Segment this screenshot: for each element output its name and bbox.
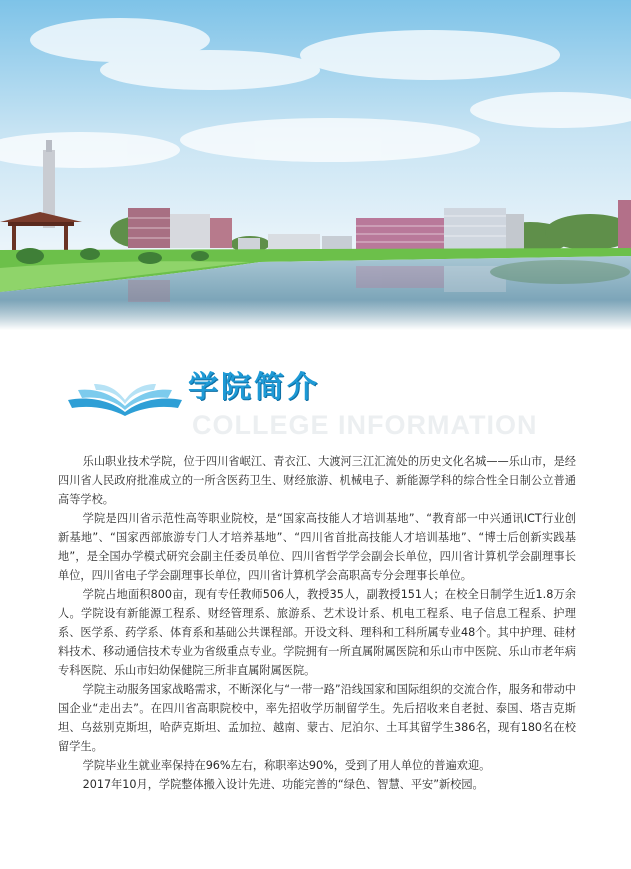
paragraph-location: 乐山职业技术学院，位于四川省岷江、青衣江、大渡河三江汇流处的历史文化名城——乐山市，是经四川省人民政府批准成立的一所含医药卫生、财经旅游、机械电子、新能源学科的综合性全日制公立普通高等学校。 [58, 455, 576, 506]
open-book-icon [66, 382, 184, 418]
section-heading [0, 360, 631, 440]
paragraph-scale: 学院占地面积800亩，现有专任教师506人，教授35人，副教授151人；在校全日制学生近1.8万余人。学院设有新能源工程系、财经管理系、旅游系、艺术设计系、机电工程系、电子信息工程系、护理系、医学系、药学系、体育系和基础公共课程部。开设文科、理科和工科所属专业48个。其中护理、硅材料技术、移动通信技术专业为省级重点专业。学院拥有一所直属附属医院和乐山市中医院、乐山市老年病专科医院、乐山市妇幼保健院三所非直属附属医院。 [58, 588, 576, 677]
campus-scene [0, 0, 631, 330]
paragraph-new-campus: 2017年10月，学院整体搬入设计先进、功能完善的“绿色、智慧、平安”新校园。 [82, 778, 484, 791]
paragraph-honors: 学院是四川省示范性高等职业院校，是“国家高技能人才培训基地”、“教育部一中兴通讯ICT行业创新基地”、“国家西部旅游专门人才培养基地”、“四川省首批高技能人才培训基地”、“博士后创新实践基地”，是全国办学模式研究会副主任委员单位、四川省哲学学会副会长单位，四川省计算机学会副理事长单位，四川省电子学会副理事长单位，四川省计算机学会高职高专分会理事长单位。 [58, 512, 576, 582]
page-title: 学院简介 [188, 370, 320, 405]
paragraph-international: 学院主动服务国家战略需求，不断深化与“一带一路”沿线国家和国际组织的交流合作，服务和带动中国企业“走出去”。在四川省高职院校中，率先招收学历制留学生。先后招收来自老挝、泰国、塔吉克斯坦、乌兹别克斯坦，哈萨克斯坦、孟加拉、越南、蒙古、尼泊尔、土耳其留学生386名，现有180名在校留学生。 [58, 683, 576, 753]
page-subtitle: COLLEGE INFORMATION [192, 410, 538, 440]
college-intro-text [58, 452, 576, 794]
campus-photo [0, 0, 631, 330]
paragraph-employment: 学院毕业生就业率保持在96%左右，称职率达90%，受到了用人单位的普遍欢迎。 [82, 759, 491, 772]
